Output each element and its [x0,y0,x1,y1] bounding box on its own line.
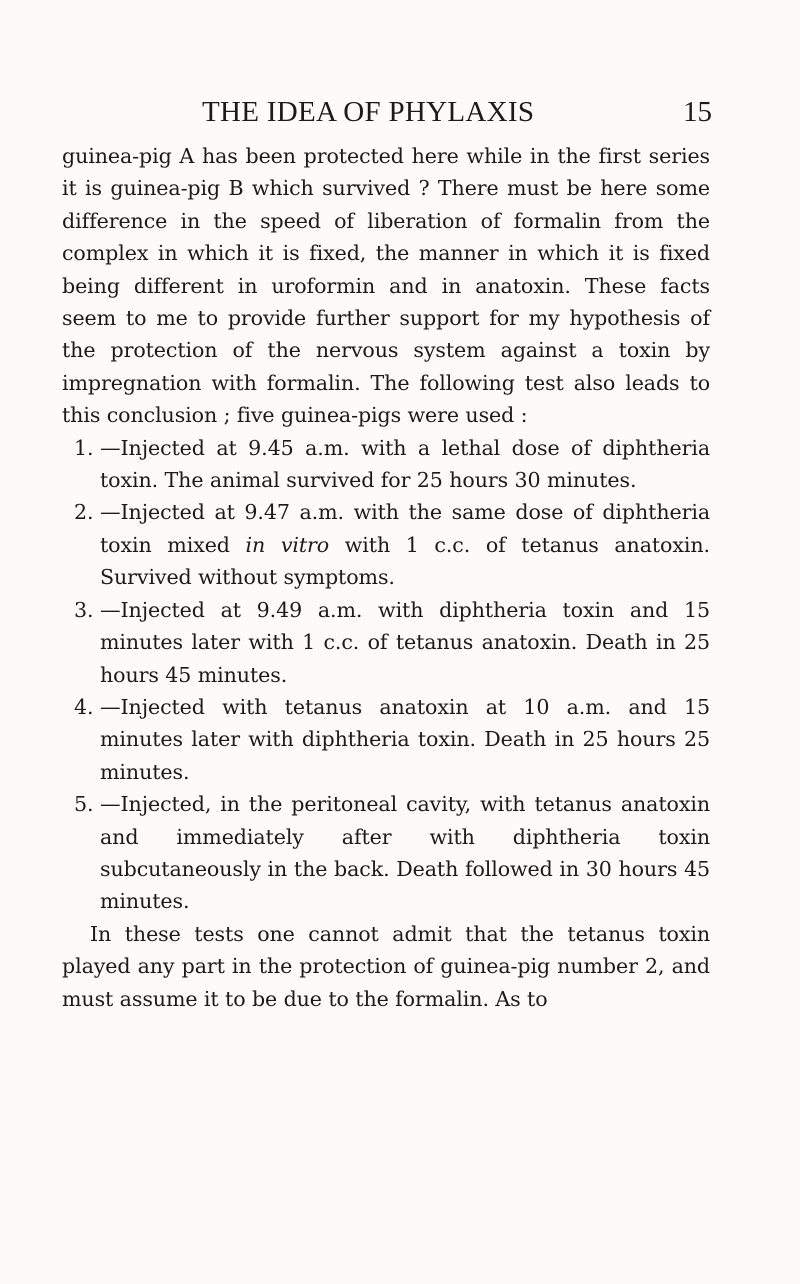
item-text-italic: in vitro [245,532,330,557]
item-number: 2. [74,500,94,525]
list-item [62,594,710,691]
list-item [62,788,710,918]
test-list [62,432,710,918]
running-head: THE IDEA OF PHYLAXIS [202,96,535,128]
page-body [62,140,710,1015]
item-number: 1. [74,435,94,460]
opening-paragraph: guinea-pig A has been protected here while in the first series it is guinea-pig B which survived ? There must be here some difference in the speed of liberation of formalin from the complex in which it is fixed, the manner in which it is fixed being different in uroformin and in anatoxin. These facts seem to me to provide further support for my hypothesis of the protection of the nervous system against a toxin by impregnation with formalin. The following test also leads to this conclusion ; five guinea-pigs were used : [62,144,710,428]
item-text: —Injected, in the peritoneal cavity, with tetanus anatoxin and immediately after with diphtheria toxin subcutaneously in the back. Death followed in 30 hours 45 minutes. [100,792,710,914]
item-number: 4. [74,694,94,719]
closing-paragraph: In these tests one cannot admit that the tetanus toxin played any part in the protection of guinea-pig number 2, and must assume it to be due to the formalin. As to [62,921,710,1011]
page-header [0,92,800,132]
item-text-start: —Injected at 9.47 a.m. with the same dose of diphtheria toxin mixed [100,500,710,557]
item-text: —Injected at 9.45 a.m. with a lethal dose of diphtheria toxin. The animal survived for 25 hours 30 minutes. [100,435,710,493]
item-text-end: with 1 c.c. of tetanus anatoxin. Survived without symptoms. [100,532,710,590]
item-text: —Injected at 9.49 a.m. with diphtheria toxin and 15 minutes later with 1 c.c. of tetanus anatoxin. Death in 25 hours 45 minutes. [100,597,710,687]
item-number: 3. [74,597,94,622]
item-number: 5. [74,792,94,817]
list-item [62,496,710,593]
item-text: —Injected with tetanus anatoxin at 10 a.m. and 15 minutes later with diphtheria toxin. Death in 25 hours 25 minutes. [100,694,710,784]
page-number: 15 [683,96,712,128]
list-item [62,432,710,497]
list-item [62,691,710,788]
